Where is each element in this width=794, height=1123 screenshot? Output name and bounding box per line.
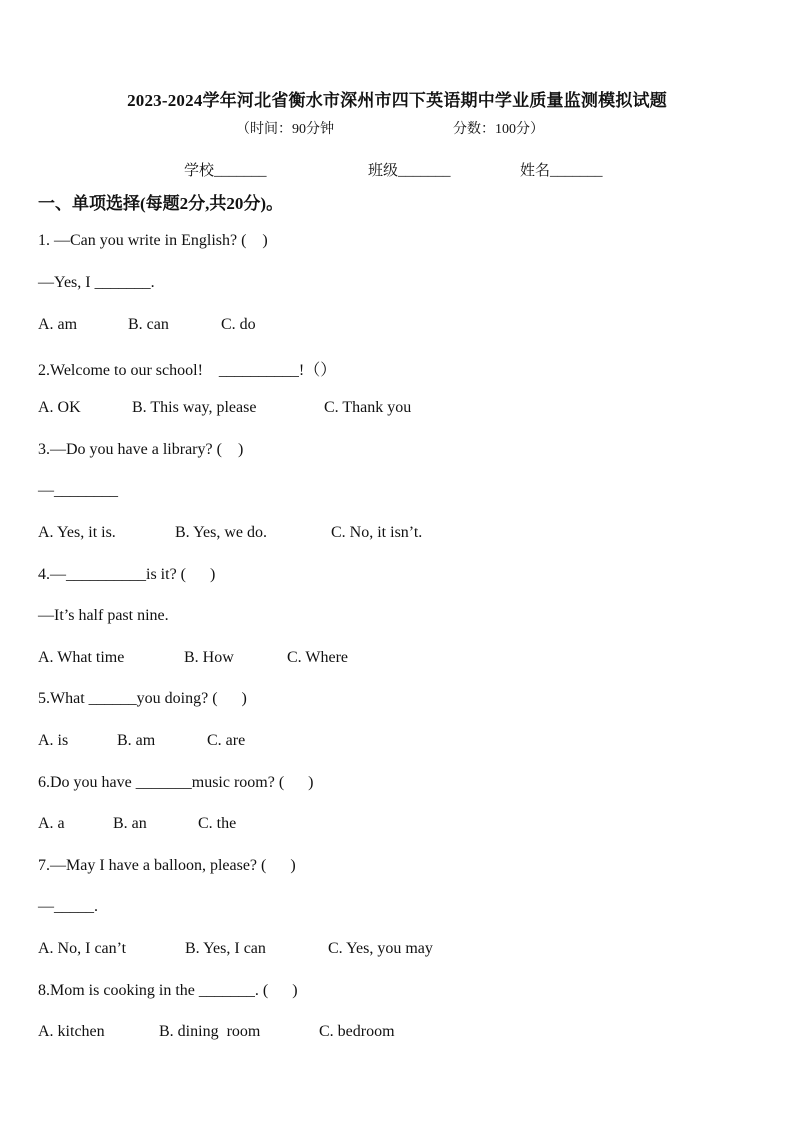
question-5-option-c: C. are	[207, 732, 246, 749]
question-1-answer-line: —Yes, I _______.	[38, 274, 155, 291]
question-4-stem: 4.—__________is it? ( )	[38, 566, 216, 583]
name-field: 姓名_______	[520, 163, 603, 179]
question-8-option-c: C. bedroom	[319, 1023, 395, 1040]
question-3-option-c: C. No, it isn’t.	[331, 524, 423, 541]
question-6-option-a: A. a	[38, 815, 65, 832]
question-1-option-c: C. do	[221, 316, 256, 333]
question-5-option-a: A. is	[38, 732, 69, 749]
school-field: 学校_______	[184, 163, 267, 179]
question-2-option-b: B. This way, please	[132, 399, 257, 416]
question-6-option-c: C. the	[198, 815, 237, 832]
question-7-option-c: C. Yes, you may	[328, 940, 433, 957]
question-1-stem: 1. —Can you write in English? ( )	[38, 232, 268, 249]
question-1-option-a: A. am	[38, 316, 78, 333]
question-6-stem: 6.Do you have _______music room? ( )	[38, 774, 314, 791]
question-4-option-b: B. How	[184, 649, 234, 666]
question-7-stem: 7.—May I have a balloon, please? ( )	[38, 857, 296, 874]
question-7-option-b: B. Yes, I can	[185, 940, 266, 957]
question-4-option-a: A. What time	[38, 649, 125, 666]
question-3-stem: 3.—Do you have a library? ( )	[38, 441, 244, 458]
section-title: 一、单项选择(每题2分,共20分)。	[38, 194, 284, 213]
exam-time: （时间：90分钟	[236, 122, 334, 137]
question-5-stem: 5.What ______you doing? ( )	[38, 690, 247, 707]
question-8-stem: 8.Mom is cooking in the _______. ( )	[38, 982, 298, 999]
question-6-option-b: B. an	[113, 815, 147, 832]
page-title: 2023-2024学年河北省衡水市深州市四下英语期中学业质量监测模拟试题	[127, 91, 667, 110]
question-7-answer-line: —_____.	[38, 898, 98, 915]
question-3-option-b: B. Yes, we do.	[175, 524, 268, 541]
question-3-answer-line: —________	[38, 482, 118, 499]
question-3-option-a: A. Yes, it is.	[38, 524, 116, 541]
exam-score: 分数：100分）	[453, 122, 544, 137]
question-2-stem: 2.Welcome to our school! __________!（）	[38, 362, 337, 379]
question-1-option-b: B. can	[128, 316, 169, 333]
question-2-option-a: A. OK	[38, 399, 81, 416]
question-2-option-c: C. Thank you	[324, 399, 412, 416]
class-field: 班级_______	[368, 163, 451, 179]
question-5-option-b: B. am	[117, 732, 156, 749]
question-8-option-a: A. kitchen	[38, 1023, 105, 1040]
question-7-option-a: A. No, I can’t	[38, 940, 127, 957]
question-8-option-b: B. dining room	[159, 1023, 261, 1040]
question-4-answer-line: —It’s half past nine.	[38, 607, 169, 624]
question-4-option-c: C. Where	[287, 649, 349, 666]
